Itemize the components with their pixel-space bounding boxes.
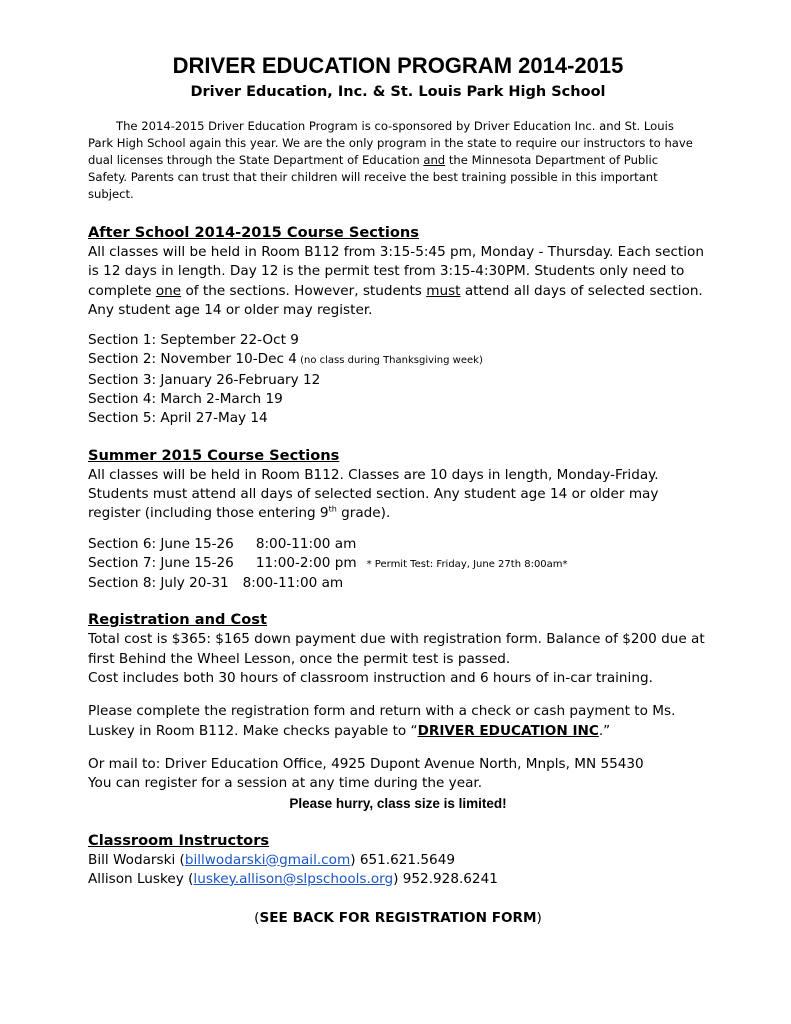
hurry-notice: Please hurry, class size is limited! bbox=[289, 795, 507, 811]
intro-underlined: and bbox=[423, 153, 446, 167]
register-anytime-text: You can register for a session at any time during the year. bbox=[88, 775, 483, 792]
after-school-underline-one: one bbox=[155, 282, 182, 299]
summer-superscript: th bbox=[328, 504, 337, 514]
list-item bbox=[88, 371, 708, 390]
list-item bbox=[88, 574, 708, 593]
registration-mail-paragraph bbox=[88, 755, 708, 794]
after-school-heading: After School 2014-2015 Course Sections bbox=[88, 224, 419, 241]
footer-text: SEE BACK FOR REGISTRATION FORM bbox=[259, 910, 537, 927]
summer-heading: Summer 2015 Course Sections bbox=[88, 446, 340, 464]
section-label: Section 8: July 20-31 bbox=[88, 575, 229, 592]
footer-note bbox=[88, 909, 708, 928]
section-time: 8:00-11:00 am bbox=[255, 535, 357, 552]
list-item bbox=[88, 331, 708, 350]
instructor-email-link[interactable]: luskey.allison@slpschools.org bbox=[193, 870, 394, 887]
payee-name: DRIVER EDUCATION INC bbox=[417, 722, 599, 739]
summer-text-b: grade). bbox=[336, 505, 391, 522]
page-subtitle: Driver Education, Inc. & St. Louis Park High School bbox=[190, 84, 606, 100]
instructor-phone: ) 952.928.6241 bbox=[393, 870, 498, 887]
after-school-paragraph bbox=[88, 243, 708, 320]
list-item bbox=[88, 851, 708, 870]
instructors-heading: Classroom Instructors bbox=[88, 831, 270, 849]
instructor-name: Allison Luskey ( bbox=[88, 870, 194, 887]
registration-cost-paragraph bbox=[88, 630, 708, 688]
intro-text-2: the Minnesota Department of Public Safety. Parents can trust that their children will receive the best training possible in this important subject. bbox=[88, 153, 659, 201]
list-item bbox=[88, 870, 708, 889]
section-note: * Permit Test: Friday, June 27th 8:00am* bbox=[366, 558, 568, 570]
mail-address-text: Or mail to: Driver Education Office, 4925 Dupont Avenue North, Mnpls, MN 55430 bbox=[88, 755, 644, 772]
registration-payment-text: Please complete the registration form and return with a check or cash payment to Ms. Luskey in Room B112. Make checks payable to “ bbox=[88, 703, 676, 739]
intro-paragraph bbox=[88, 118, 700, 203]
footer-open: ( bbox=[254, 910, 260, 927]
list-item bbox=[88, 535, 708, 554]
list-item bbox=[88, 390, 708, 409]
summer-text-a: All classes will be held in Room B112. Classes are 10 days in length, Monday-Friday. Students must attend all days of selected section. Any student age 14 or older may register (including those entering 9 bbox=[88, 466, 659, 522]
section-note: (no class during Thanksgiving week) bbox=[296, 355, 483, 367]
section-time: 11:00-2:00 pm bbox=[255, 554, 357, 571]
instructor-email-link[interactable]: billwodarski@gmail.com bbox=[184, 851, 351, 868]
section-time: 8:00-11:00 am bbox=[242, 575, 344, 592]
registration-payment-paragraph bbox=[88, 702, 708, 741]
list-item bbox=[88, 350, 708, 370]
summer-paragraph bbox=[88, 466, 708, 524]
footer-close: ) bbox=[536, 910, 542, 927]
instructor-name: Bill Wodarski ( bbox=[88, 851, 185, 868]
list-item bbox=[88, 554, 708, 574]
intro-text: The 2014-2015 Driver Education Program is co-sponsored by Driver Education Inc. and St. Louis Park High School again this year. We are the only program in the state to require our instructors to have dual licenses through the State Department of Education bbox=[88, 119, 693, 167]
section-label: Section 7: June 15-26 bbox=[88, 554, 234, 571]
after-school-section-list bbox=[88, 331, 708, 428]
summer-section-list bbox=[88, 535, 708, 594]
after-school-text-b: of the sections. However, students bbox=[181, 282, 427, 299]
section-label: Section 6: June 15-26 bbox=[88, 535, 234, 552]
after-school-text-c: attend all days of selected section. Any student age 14 or older may register. bbox=[88, 282, 703, 318]
document-page bbox=[88, 52, 708, 928]
section-label: Section 1: September 22-Oct 9 bbox=[88, 332, 299, 349]
instructor-phone: ) 651.621.5649 bbox=[350, 851, 455, 868]
after-school-text-a: All classes will be held in Room B112 from 3:15-5:45 pm, Monday - Thursday. Each section is 12 days in length. Day 12 is the permit test from 3:15-4:30PM. Students only need to complete bbox=[88, 244, 704, 299]
section-label: Section 5: April 27-May 14 bbox=[88, 410, 268, 427]
section-label: Section 4: March 2-March 19 bbox=[88, 391, 283, 408]
registration-cost-text: Total cost is $365: $165 down payment due with registration form. Balance of $200 due at first Behind the Wheel Lesson, once the permit test is passed. bbox=[88, 631, 705, 667]
after-school-underline-must: must bbox=[426, 282, 461, 299]
registration-heading: Registration and Cost bbox=[88, 611, 267, 629]
registration-includes-text: Cost includes both 30 hours of classroom instruction and 6 hours of in-car training. bbox=[88, 670, 653, 687]
section-label: Section 3: January 26-February 12 bbox=[88, 371, 321, 388]
section-label: Section 2: November 10-Dec 4 bbox=[88, 351, 297, 368]
page-title: DRIVER EDUCATION PROGRAM 2014-2015 bbox=[172, 53, 624, 78]
instructor-list bbox=[88, 851, 708, 890]
list-item bbox=[88, 409, 708, 428]
registration-payment-close: .” bbox=[598, 722, 611, 739]
